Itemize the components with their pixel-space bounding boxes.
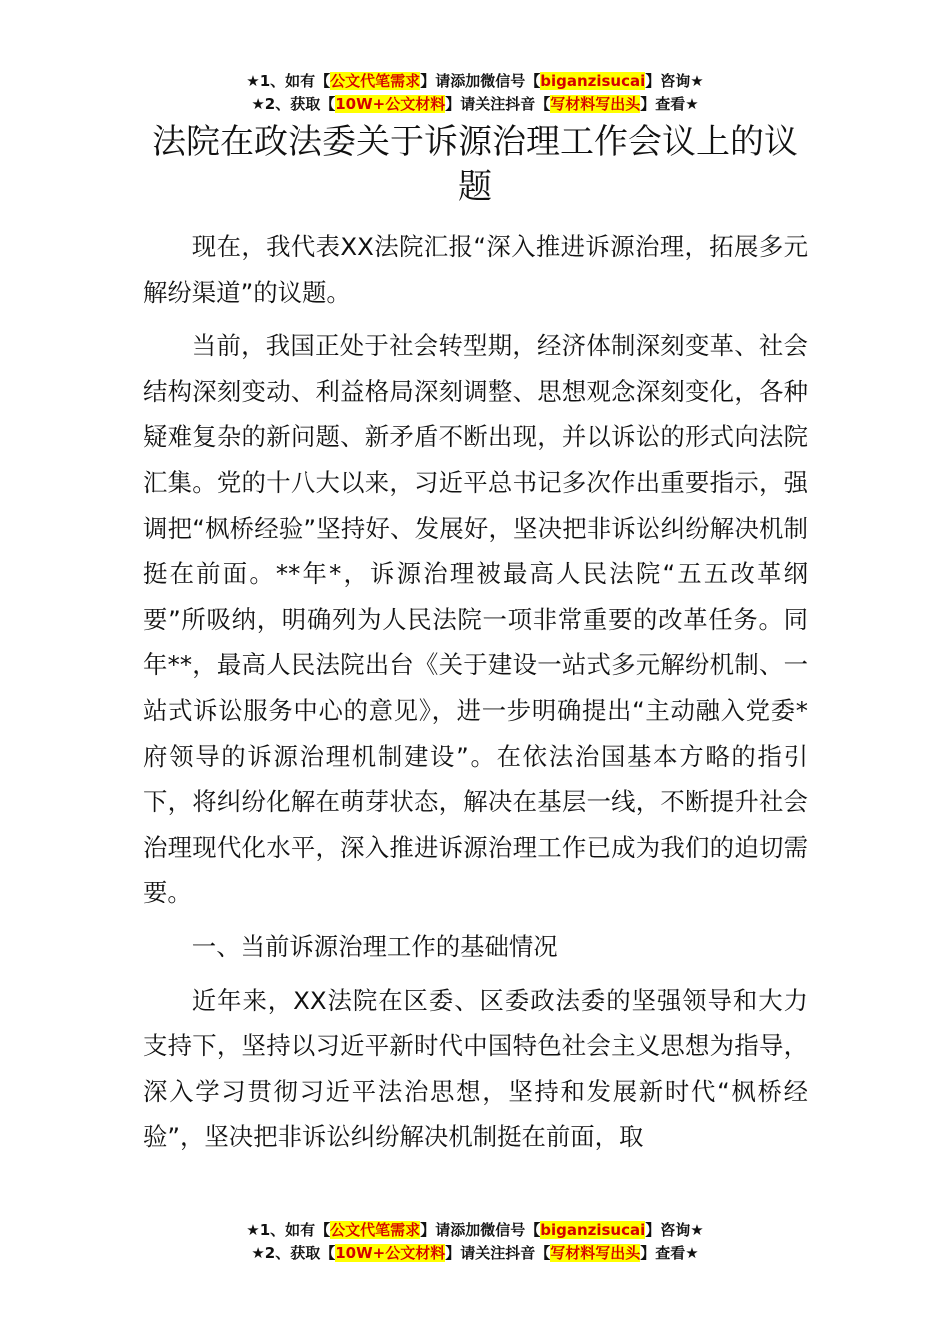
promo-banner-bottom: [0, 1219, 950, 1265]
promo-line-2: [0, 1242, 950, 1265]
promo-text: ★2、获取【: [251, 1244, 336, 1262]
promo-line-1: [0, 1219, 950, 1242]
promo-text: 】请关注抖音【: [445, 1244, 551, 1262]
promo-highlight: 公文代笔需求: [330, 1221, 421, 1239]
paragraph: 近年来，XX法院在区委、区委政法委的坚强领导和大力支持下，坚持以习近平新时代中国特色社会主义思想为指导，深入学习贯彻习近平法治思想，坚持和发展新时代“枫桥经验”，坚决把非诉讼纠纷解决机制挺在前面，取: [143, 985, 808, 1152]
promo-text: 】查看★: [640, 1244, 699, 1262]
promo-text: 】查看★: [640, 95, 699, 113]
promo-highlight: 公文代笔需求: [330, 72, 421, 90]
paragraph: 现在，我代表XX法院汇报“深入推进诉源治理，拓展多元解纷渠道”的议题。: [143, 232, 808, 307]
promo-banner-top: [0, 70, 950, 116]
promo-text: 】请添加微信号【: [420, 1221, 541, 1239]
document-title: 法院在政法委关于诉源治理工作会议上的议题: [152, 122, 798, 207]
document-body: [143, 224, 808, 1168]
promo-highlight: 10W+公文材料: [335, 1244, 446, 1262]
promo-text: ★2、获取【: [251, 95, 336, 113]
promo-line-1: [0, 70, 950, 93]
douyin-id-highlight: 写材料写出头: [550, 95, 641, 113]
promo-text: 】请添加微信号【: [420, 72, 541, 90]
promo-text: 】咨询★: [645, 72, 704, 90]
wechat-id-highlight: biganzisucai: [540, 1221, 646, 1239]
promo-highlight: 10W+公文材料: [335, 95, 446, 113]
paragraph: 当前，我国正处于社会转型期，经济体制深刻变革、社会结构深刻变动、利益格局深刻调整、思想观念深刻变化，各种疑难复杂的新问题、新矛盾不断出现，并以诉讼的形式向法院汇集。党的十八大以来，习近平总书记多次作出重要指示，强调把“枫桥经验”坚持好、发展好，坚决把非诉讼纠纷解决机制挺在前面。**年*，诉源治理被最高人民法院“五五改革纲要”所吸纳，明确列为人民法院一项非常重要的改革任务。同年**，最高人民法院出台《关于建设一站式多元解纷机制、一站式诉讼服务中心的意见》，进一步明确提出“主动融入党委*府领导的诉源治理机制建设”。在依法治国基本方略的指引下，将纠纷化解在萌芽状态，解决在基层一线，不断提升社会治理现代化水平，深入推进诉源治理工作已成为我们的迫切需要。: [143, 331, 808, 908]
promo-text: 】请关注抖音【: [445, 95, 551, 113]
promo-text: ★1、如有【: [246, 72, 331, 90]
promo-line-2: [0, 93, 950, 116]
promo-text: ★1、如有【: [246, 1221, 331, 1239]
wechat-id-highlight: biganzisucai: [540, 72, 646, 90]
promo-text: 】咨询★: [645, 1221, 704, 1239]
section-heading: 一、当前诉源治理工作的基础情况: [191, 931, 558, 961]
douyin-id-highlight: 写材料写出头: [550, 1244, 641, 1262]
